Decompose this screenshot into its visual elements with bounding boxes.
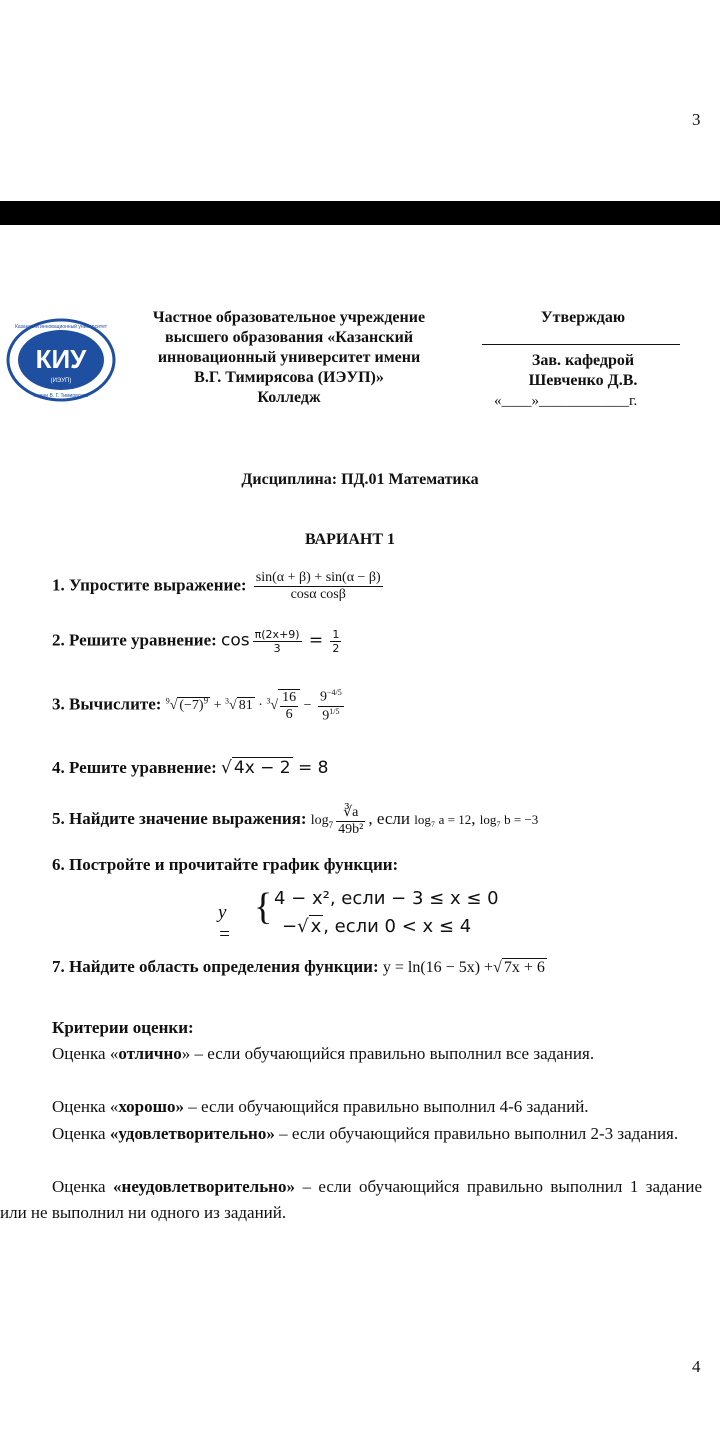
root-index: 9: [165, 696, 170, 706]
condition-1: log₇ a = 12: [414, 812, 472, 828]
task-6: [52, 855, 398, 875]
institution-line: инновационный университет имени: [157, 349, 421, 366]
task-number: 1.: [52, 575, 65, 595]
criterion-4: [0, 1174, 702, 1226]
task-text: Найдите область определения функции:: [69, 957, 379, 976]
rhs: = 8: [298, 758, 329, 778]
denominator: 3: [253, 641, 302, 655]
plus-sign: +: [213, 698, 222, 714]
institution-line: высшего образования «Казанский: [164, 329, 414, 346]
approve-role: Зав. кафедрой: [531, 352, 635, 369]
criterion-post: – если обучающийся правильно выполнил 4-6 заданий.: [184, 1097, 589, 1116]
log-fraction: [336, 804, 365, 838]
condition-word: , если: [368, 809, 410, 829]
log-label: log: [310, 813, 329, 829]
base: 9: [319, 689, 327, 705]
condition-2: log₇ b = −3: [479, 812, 539, 828]
institution-name: [128, 308, 450, 408]
task-number: 4.: [52, 758, 65, 777]
root-index: 3: [266, 696, 271, 706]
cos-label: cos: [221, 630, 250, 651]
radicand: 4x − 2: [233, 758, 291, 778]
numerator: 1: [332, 628, 340, 641]
piecewise-lhs: y =: [218, 902, 231, 945]
radicand: 81: [238, 698, 253, 714]
radicand: x: [310, 916, 322, 937]
power-fraction: [318, 688, 344, 724]
task-text: Постройте и прочитайте график функции:: [69, 855, 399, 874]
case-2: −√ x , если 0 < x ≤ 4: [282, 916, 472, 937]
task-4: [52, 758, 329, 778]
logo-sub: (ИЭУП): [50, 378, 72, 384]
criterion-3: [0, 1121, 702, 1147]
denominator: 49b²: [338, 822, 364, 837]
base: 9: [322, 708, 330, 724]
task-2-rhs: [330, 628, 341, 655]
criterion-grade: хорошо»: [118, 1097, 184, 1116]
root-fraction: [278, 689, 300, 723]
criterion-pre: Оценка: [52, 1124, 110, 1143]
institution-line: Частное образовательное учреждение: [152, 309, 426, 326]
task-number: 6.: [52, 855, 65, 874]
condition-separator: ,: [471, 809, 476, 829]
task-text: Упростите выражение:: [69, 575, 247, 595]
dot-sign: ·: [258, 698, 263, 714]
numerator: ∛a: [343, 805, 359, 820]
variant-title: ВАРИАНТ 1: [304, 531, 396, 548]
task-text: Найдите значение выражения:: [69, 809, 307, 829]
root-index: 3: [225, 696, 230, 706]
criterion-post: » – если обучающийся правильно выполнил все задания.: [181, 1044, 595, 1063]
equals-sign: =: [308, 630, 324, 651]
institution-line: В.Г. Тимирясова (ИЭУП)»: [194, 369, 384, 386]
task-number: 2.: [52, 630, 65, 650]
denominator: 6: [280, 706, 298, 723]
task-7: 7. Найдите область определения функции: y = ln(16 − 5x) +√ 7x + 6: [52, 957, 545, 976]
logo-ring-bottom: имени В. Г. Тимирясова: [33, 393, 89, 399]
page-number-top: 3: [692, 110, 701, 129]
minus-sign: −: [303, 698, 312, 714]
task-text: Решите уравнение:: [69, 630, 217, 650]
criterion-grade: «неудовлетворительно»: [113, 1177, 295, 1196]
task-text: Решите уравнение:: [69, 758, 217, 777]
radicand: 7x + 6: [503, 959, 545, 976]
task-3-expression: $^9$√ $(-7)^9 + ^3√$ 81 · $^3$√ $\frac{16}{6}$ − $\frac{9^{-4/5}}{9^{1/5}}$: [165, 688, 342, 724]
task-number: 3.: [52, 694, 65, 714]
task-1: [52, 570, 386, 603]
exponent: 1/5: [329, 706, 340, 716]
discipline-title: Дисциплина: ПД.01 Математика: [241, 471, 479, 488]
criterion-pre: Оценка «: [52, 1097, 119, 1116]
exponent: 9: [203, 695, 209, 706]
page-divider-bar: [0, 201, 720, 225]
criterion-grade: «удовлетворительно»: [109, 1124, 275, 1143]
approve-title: Утверждаю: [540, 309, 626, 326]
logo-ring-top: Казанский инновационный университет: [15, 324, 107, 330]
numerator: sin(α + β) + sin(α − β): [255, 570, 381, 585]
approve-name: Шевченко Д.В.: [528, 372, 638, 389]
case-2-rest: , если 0 < x ≤ 4: [323, 916, 472, 937]
page-number-bottom: 4: [692, 1357, 701, 1376]
task-text: Вычислите:: [69, 694, 162, 714]
task-number: 7.: [52, 957, 65, 976]
criterion-1: [0, 1041, 702, 1067]
task-1-fraction: [254, 570, 383, 603]
expression-part: y = ln(16 − 5x) +: [382, 959, 494, 976]
log-base: 7: [328, 820, 334, 831]
approval-block: [478, 308, 688, 411]
task-2-fraction: [253, 628, 302, 655]
denominator: 2: [332, 642, 340, 655]
logo-text: КИУ: [35, 344, 87, 374]
criterion-grade: отлично: [118, 1044, 182, 1063]
task-5: [52, 804, 538, 838]
criterion-pre: Оценка «: [52, 1044, 119, 1063]
criterion-pre: Оценка: [52, 1177, 114, 1196]
criterion-post: – если обучающийся правильно выполнил 2-3 задания.: [274, 1124, 679, 1143]
brace: {: [254, 886, 273, 928]
sqrt-expression: √ 4x − 2 = 8: [221, 758, 329, 778]
institution-line: Колледж: [257, 389, 321, 406]
numerator: π(2x+9): [254, 628, 300, 641]
task-5-expression: [310, 805, 369, 837]
signature-line: [482, 330, 680, 345]
case-1: 4 − x², если − 3 ≤ x ≤ 0: [274, 888, 499, 909]
task-3: [52, 688, 347, 724]
approve-date: «____»____________г.: [494, 393, 638, 409]
task-2: [52, 628, 344, 655]
radicand: (−7): [179, 698, 204, 714]
criterion-2: [0, 1094, 702, 1120]
exponent: −4/5: [326, 688, 342, 697]
criterion-post: – если обучающийся правильно выполнил 1 задание или не выполнил ни одного из заданий.: [0, 1177, 702, 1222]
numerator: 16: [282, 690, 297, 706]
criteria-title: Критерии оценки:: [52, 1018, 194, 1037]
task-number: 5.: [52, 809, 65, 829]
university-logo: [6, 318, 116, 402]
denominator: cosα cosβ: [254, 586, 383, 603]
